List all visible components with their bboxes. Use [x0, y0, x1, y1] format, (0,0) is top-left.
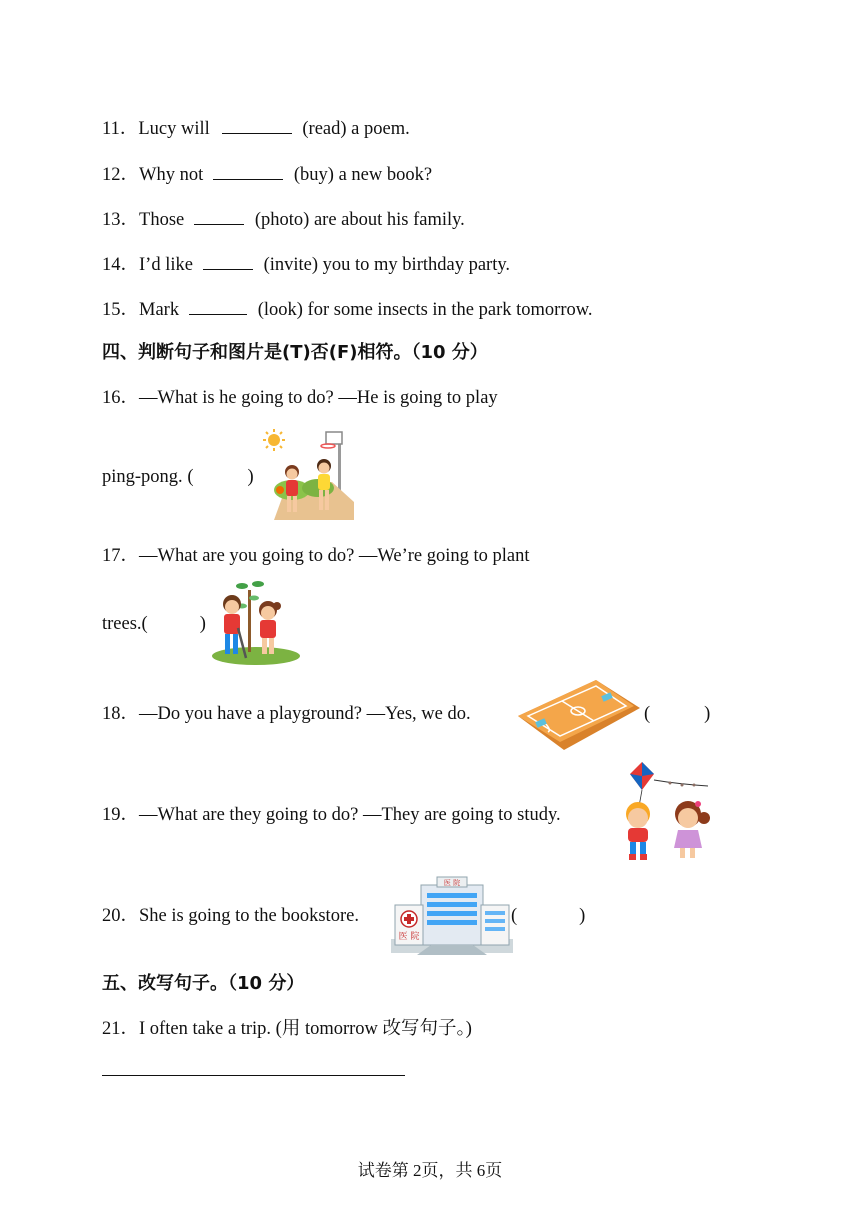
q16-text: —What is he going to do? —He is going to play: [139, 388, 498, 408]
q19-text: —What are they going to do? —They are going to study.: [139, 805, 561, 825]
girl-figure: [674, 801, 710, 858]
question-20: 20．She is going to the bookstore.: [102, 906, 359, 926]
page-footer: 试卷第 2页，共 6页: [357, 1161, 503, 1180]
girl-figure: [259, 601, 281, 654]
section-4-title: 四、判断句子和图片是(T)否(F)相符。（10 分）: [102, 342, 488, 363]
q17-text: —What are you going to do? —We’re going to plant: [139, 546, 530, 566]
q15-hint: (look) for some insects in the park tomorrow.: [257, 300, 593, 320]
playground-court-image: [514, 678, 642, 752]
red-cross-icon: [401, 911, 417, 927]
question-21: 21．I often take a trip. (用 tomorrow 改写句子。): [102, 1019, 472, 1039]
q11-prefix: Lucy will: [138, 119, 210, 139]
sun-icon: [263, 429, 285, 451]
q14-prefix: I’d like: [139, 255, 193, 275]
planting-trees-image: [206, 576, 302, 668]
question-15: 15．Mark (look) for some insects in the park tomorrow.: [102, 296, 593, 322]
question-12: 12．Why not (buy) a new book?: [102, 161, 432, 187]
tree-sapling: [236, 581, 264, 652]
q20-text: She is going to the bookstore.: [139, 906, 359, 926]
question-14: 14．I’d like (invite) you to my birthday party.: [102, 251, 510, 277]
question-17-cont: trees.( ): [102, 614, 206, 634]
question-19: 19．—What are they going to do? —They are going to study.: [102, 805, 561, 825]
section-5-title: 五、改写句子。（10 分）: [102, 973, 305, 994]
q21-answer-line[interactable]: [102, 1075, 405, 1076]
q12-blank[interactable]: [213, 161, 283, 180]
hospital-sign: 医 院: [398, 932, 420, 942]
q14-hint: (invite) you to my birthday party.: [263, 255, 511, 275]
q13-hint: (photo) are about his family.: [254, 210, 465, 230]
q14-blank[interactable]: [203, 251, 253, 270]
question-16: 16．—What is he going to do? —He is going to play: [102, 388, 498, 408]
kite-flying-kids-image: [608, 760, 724, 866]
q16-cont: ping-pong.: [102, 467, 183, 487]
q11-hint: (read) a poem.: [302, 119, 410, 139]
question-18: 18．—Do you have a playground? —Yes, we do.: [102, 704, 471, 724]
boy-left: [276, 465, 299, 512]
q15-blank[interactable]: [189, 296, 247, 315]
q13-prefix: Those: [139, 210, 185, 230]
q12-hint: (buy) a new book?: [293, 165, 433, 185]
q13-blank[interactable]: [194, 206, 244, 225]
question-17: 17．—What are you going to do? —We’re going to plant: [102, 546, 530, 566]
q18-text: —Do you have a playground? —Yes, we do.: [139, 704, 471, 724]
basketball-kids-image: [262, 428, 358, 522]
question-16-cont: [102, 465, 254, 489]
q16-answer-paren[interactable]: ( ): [187, 467, 254, 487]
roof-sign: 医 院: [443, 879, 461, 887]
question-11: 11．Lucy will (read) a poem.: [102, 115, 410, 141]
q12-prefix: Why not: [139, 165, 204, 185]
q17-cont: trees.(: [102, 614, 148, 634]
q11-blank[interactable]: [222, 115, 292, 134]
q15-prefix: Mark: [139, 300, 180, 320]
q20-answer-paren[interactable]: ( ): [511, 906, 586, 926]
q21-text: I often take a trip. (用 tomorrow 改写句子。): [139, 1019, 472, 1039]
question-13: 13．Those (photo) are about his family.: [102, 206, 465, 232]
q18-answer-paren[interactable]: ( ): [644, 704, 711, 724]
boy-figure: [626, 802, 650, 860]
hospital-building-image: [391, 875, 513, 955]
